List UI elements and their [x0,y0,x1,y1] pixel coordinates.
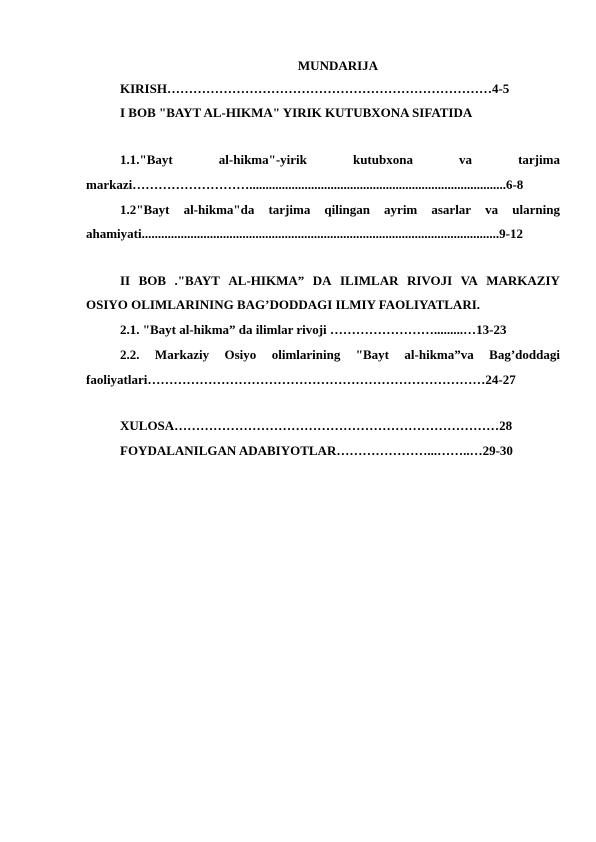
word: ILIMLAR [339,273,399,288]
word: al-hikma"da [183,202,255,217]
word: olimlarining [271,347,341,362]
word: asarlar [431,202,472,217]
word: va [459,152,473,167]
word: "Bayt [355,347,389,362]
toc-title: MUNDARIJA [297,58,379,73]
word: Markaziy [154,347,210,362]
word: tarjima [518,152,560,167]
word: AL-HIKMA” [228,273,305,288]
word: al-hikma”va [404,347,474,362]
toc-entry-2-2-line2: faoliyatlari……………………………………………………………………24-27 [86,372,516,387]
word: Osiyo [224,347,257,362]
toc-entry-xulosa: XULOSA…………………………………………………………………28 [120,418,513,433]
word: ularning [512,202,560,217]
word: MARKAZIY [486,273,560,288]
toc-entry-bob2-line2: OSIYO OLIMLARINING BAG’DODDAGI ILMIY FAOLIYATLARI. [86,297,481,312]
word: ."BAYT [174,273,220,288]
toc-entry-1-1-line2: markazi………………………...............................................................................6-8 [86,177,524,192]
toc-entry-1-2-line1 [120,202,560,218]
toc-entry-bob2-line1 [120,273,560,289]
word: 2.2. [120,347,140,362]
word: 1.1."Bayt [120,152,173,167]
toc-entry-2-2-line1 [120,347,560,363]
word: va [485,202,499,217]
word: tarjima [268,202,311,217]
word: ayrim [384,202,418,217]
word: Bag’doddagi [489,347,560,362]
word: al-hikma"-yirik [218,152,307,167]
toc-entry-2-1: 2.1. "Bayt al-hikma” da ilimlar rivoji …………………….........…13-23 [120,322,507,337]
toc-entry-adabiyotlar: FOYDALANILGAN ADABIYOTLAR…………………...……..…29-30 [120,443,513,458]
word: RIVOJI [406,273,453,288]
word: kutubxona [352,152,413,167]
toc-entry-bob1: I BOB "BAYT AL-HIKMA" YIRIK KUTUBXONA SIFATIDA [120,105,473,120]
word: 1.2"Bayt [120,202,170,217]
word: BOB [138,273,167,288]
word: VA [460,273,478,288]
toc-entry-1-2-line2: ahamiyati..............................................................................................................9-12 [86,226,523,241]
word: DA [312,273,332,288]
word: qilingan [324,202,370,217]
word: II [120,273,131,288]
toc-entry-1-1-line1 [120,152,560,168]
toc-entry-kirish: KIRISH…………………………………………………………………4-5 [120,81,510,96]
